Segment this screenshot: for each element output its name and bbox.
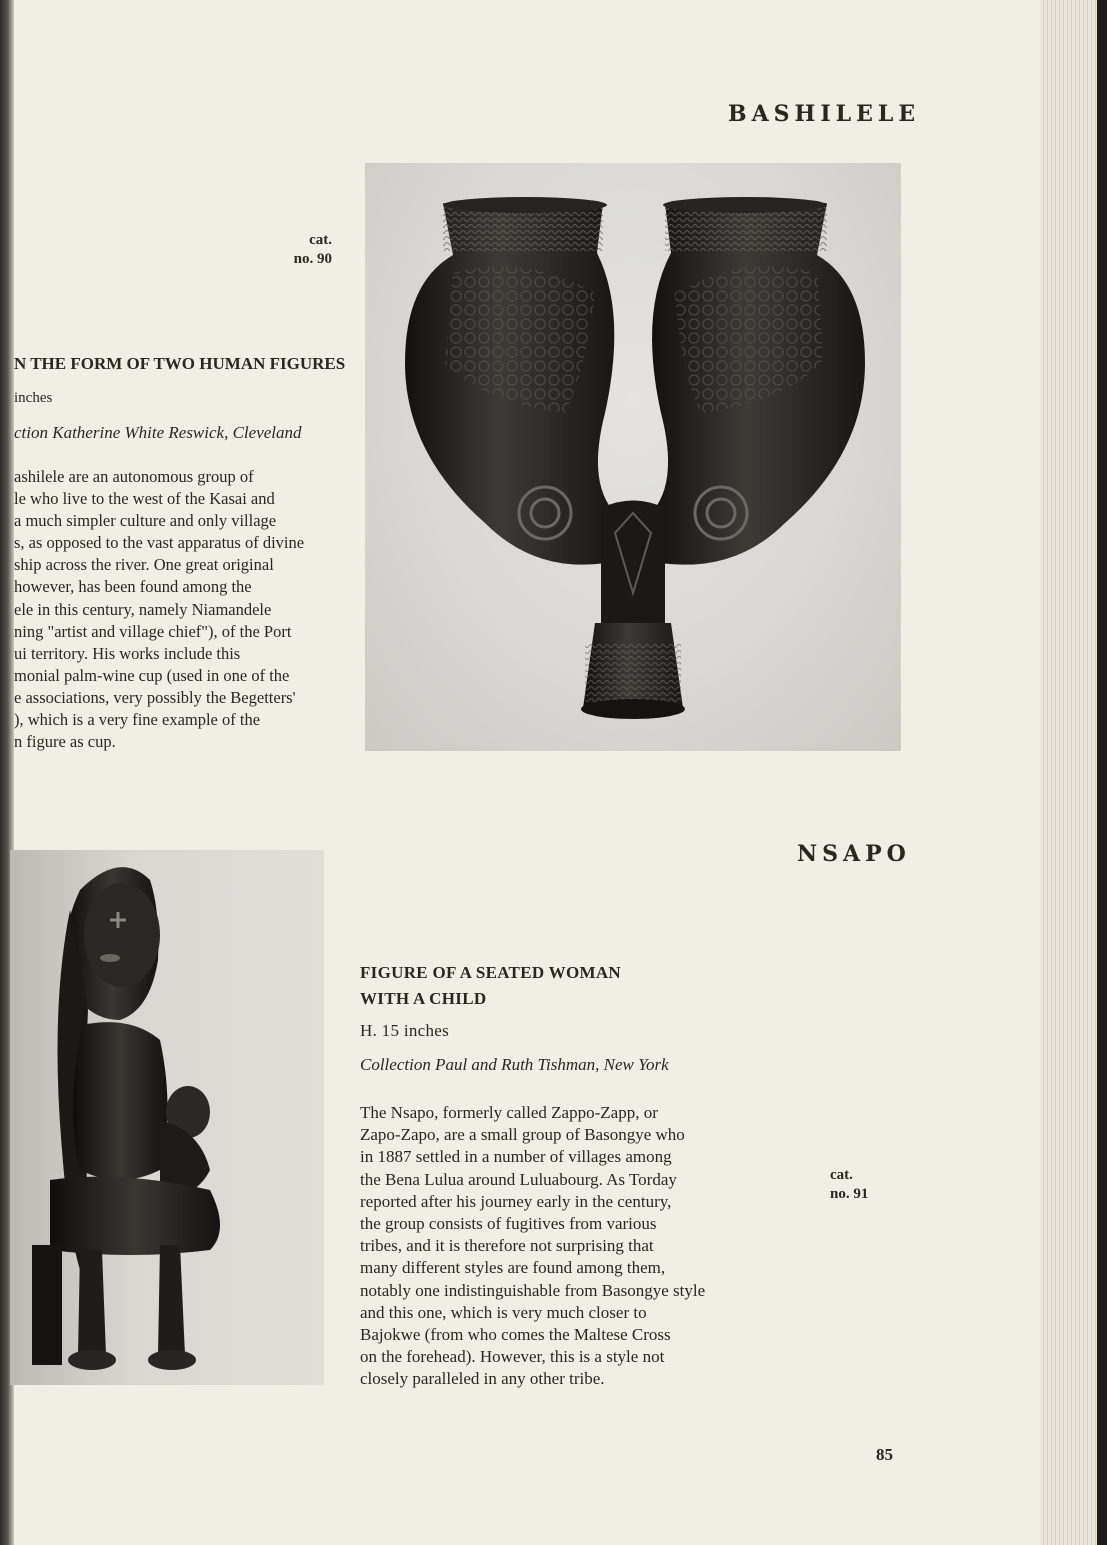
section-title-bashilele: BASHILELE [728, 101, 921, 127]
figure-description [360, 1102, 800, 1391]
cup-description [14, 466, 334, 753]
figure-heading [360, 960, 621, 1012]
text-line: closely paralleled in any other tribe. [360, 1369, 605, 1389]
page-edges [1040, 0, 1107, 1545]
seated-woman-figure-photo [10, 850, 324, 1385]
text-line: n figure as cup. [14, 732, 116, 752]
text-line: ele in this century, namely Niamandele [14, 599, 272, 619]
cat-label: cat. [830, 1167, 853, 1183]
text-line: a much simpler culture and only village [14, 511, 277, 531]
double-head-cup-photo [365, 163, 901, 751]
text-line: however, has been found among the [14, 577, 252, 597]
cat-number: no. 90 [293, 251, 332, 267]
text-line: on the forehead). However, this is a style not [360, 1347, 665, 1367]
section-title-nsapo: NSAPO [797, 841, 911, 867]
text-line: The Nsapo, formerly called Zappo-Zapp, or [360, 1103, 658, 1122]
text-line: e associations, very possibly the Begetters' [14, 687, 296, 707]
text-line: ning "artist and village chief"), of the Port [14, 621, 292, 641]
cat-number: no. 91 [830, 1186, 869, 1202]
cat-label: cat. [309, 232, 332, 248]
cup-height: inches [14, 390, 53, 406]
text-line: notably one indistinguishable from Basongye style [360, 1280, 706, 1300]
text-line: ship across the river. One great original [14, 555, 274, 575]
cup-collection: ction Katherine White Reswick, Cleveland [14, 423, 302, 442]
text-line: le who live to the west of the Kasai and [14, 489, 275, 509]
text-line: the group consists of fugitives from various [360, 1214, 657, 1234]
text-line: in 1887 settled in a number of villages among [360, 1147, 672, 1167]
cup-heading: N THE FORM OF TWO HUMAN FIGURES [14, 354, 346, 373]
text-line: ashilele are an autonomous group of [14, 467, 254, 486]
figure-collection: Collection Paul and Ruth Tishman, New York [360, 1055, 669, 1074]
text-line: Bajokwe (from who comes the Maltese Cross [360, 1325, 671, 1345]
text-line: monial palm-wine cup (used in one of the [14, 665, 290, 685]
text-line: s, as opposed to the vast apparatus of divine [14, 533, 305, 553]
text-line: ), which is a very fine example of the [14, 710, 261, 730]
text-line: and this one, which is very much closer to [360, 1302, 647, 1322]
heading-line: FIGURE OF A SEATED WOMAN [360, 963, 621, 982]
text-line: reported after his journey early in the century, [360, 1191, 672, 1211]
page-number: 85 [876, 1445, 893, 1464]
text-line: many different styles are found among them, [360, 1258, 666, 1278]
text-line: tribes, and it is therefore not surprising that [360, 1236, 654, 1256]
text-line: the Bena Lulua around Luluabourg. As Torday [360, 1169, 677, 1189]
catalog-number-90 [240, 231, 332, 269]
cup-illustration [365, 163, 901, 751]
heading-line: WITH A CHILD [360, 989, 487, 1008]
catalog-number-91 [830, 1166, 902, 1204]
text-line: Zapo-Zapo, are a small group of Basongye who [360, 1125, 685, 1145]
text-line: ui territory. His works include this [14, 643, 241, 663]
figure-illustration [10, 850, 324, 1385]
figure-height: H. 15 inches [360, 1021, 450, 1040]
